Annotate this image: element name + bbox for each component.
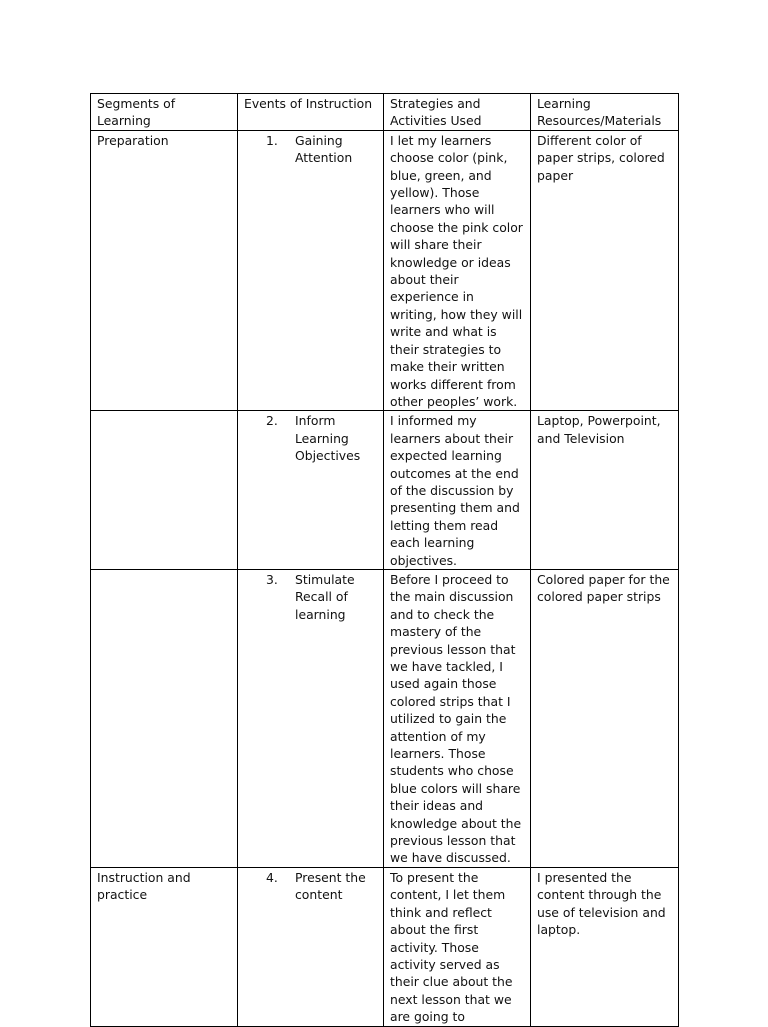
- event-cell: [238, 411, 384, 570]
- resources-cell: Colored paper for the colored paper strips: [531, 569, 679, 867]
- table-row: [91, 411, 679, 570]
- table-header-row: [91, 94, 679, 131]
- table-row: [91, 569, 679, 867]
- resources-cell: I presented the content through the use of television and laptop.: [531, 867, 679, 1026]
- strategy-cell: To present the content, I let them think and reflect about the first activity. Those activity served as their clue about the next lesson that we are going to: [384, 867, 531, 1026]
- strategy-cell: I let my learners choose color (pink, blue, green, and yellow). Those learners who will choose the pink color will share their knowledge or ideas about their experience in writing, how they will write and what is their strategies to make their written works different from other peoples’ work.: [384, 130, 531, 411]
- resources-cell: Laptop, Powerpoint, and Television: [531, 411, 679, 570]
- event-item: [244, 571, 377, 623]
- segment-cell: Instruction and practice: [91, 867, 238, 1026]
- header-strategies: Strategies and Activities Used: [384, 94, 531, 131]
- event-number: 1.: [266, 132, 278, 148]
- event-item: [244, 412, 377, 464]
- event-number: 2.: [266, 413, 278, 429]
- event-text: Present the content: [295, 869, 366, 903]
- header-resources: Learning Resources/Materials: [531, 94, 679, 131]
- event-text: Gaining Attention: [295, 132, 353, 166]
- event-item: [244, 132, 377, 167]
- resources-cell: Different color of paper strips, colored paper: [531, 130, 679, 411]
- table-row: [91, 867, 679, 1026]
- header-events: Events of Instruction: [238, 94, 384, 131]
- segment-cell: [91, 411, 238, 570]
- event-cell: [238, 130, 384, 411]
- table-row: [91, 130, 679, 411]
- event-item: [244, 869, 377, 904]
- event-number: 3.: [266, 571, 278, 587]
- event-text: Stimulate Recall of learning: [295, 571, 355, 622]
- strategy-cell: Before I proceed to the main discussion and to check the mastery of the previous lesson that we have tackled, I used again those colored strips that I utilized to gain the attention of my learners. Those students who chose blue colors will share their ideas and knowledge about the previous lesson that we have discussed.: [384, 569, 531, 867]
- segment-cell: Preparation: [91, 130, 238, 411]
- event-cell: [238, 867, 384, 1026]
- event-number: 4.: [266, 869, 278, 885]
- lesson-plan-table: [90, 93, 679, 1027]
- header-segments: Segments of Learning: [91, 94, 238, 131]
- event-cell: [238, 569, 384, 867]
- segment-cell: [91, 569, 238, 867]
- event-text: Inform Learning Objectives: [295, 413, 361, 464]
- strategy-cell: I informed my learners about their expected learning outcomes at the end of the discussion by presenting them and letting them read each learning objectives.: [384, 411, 531, 570]
